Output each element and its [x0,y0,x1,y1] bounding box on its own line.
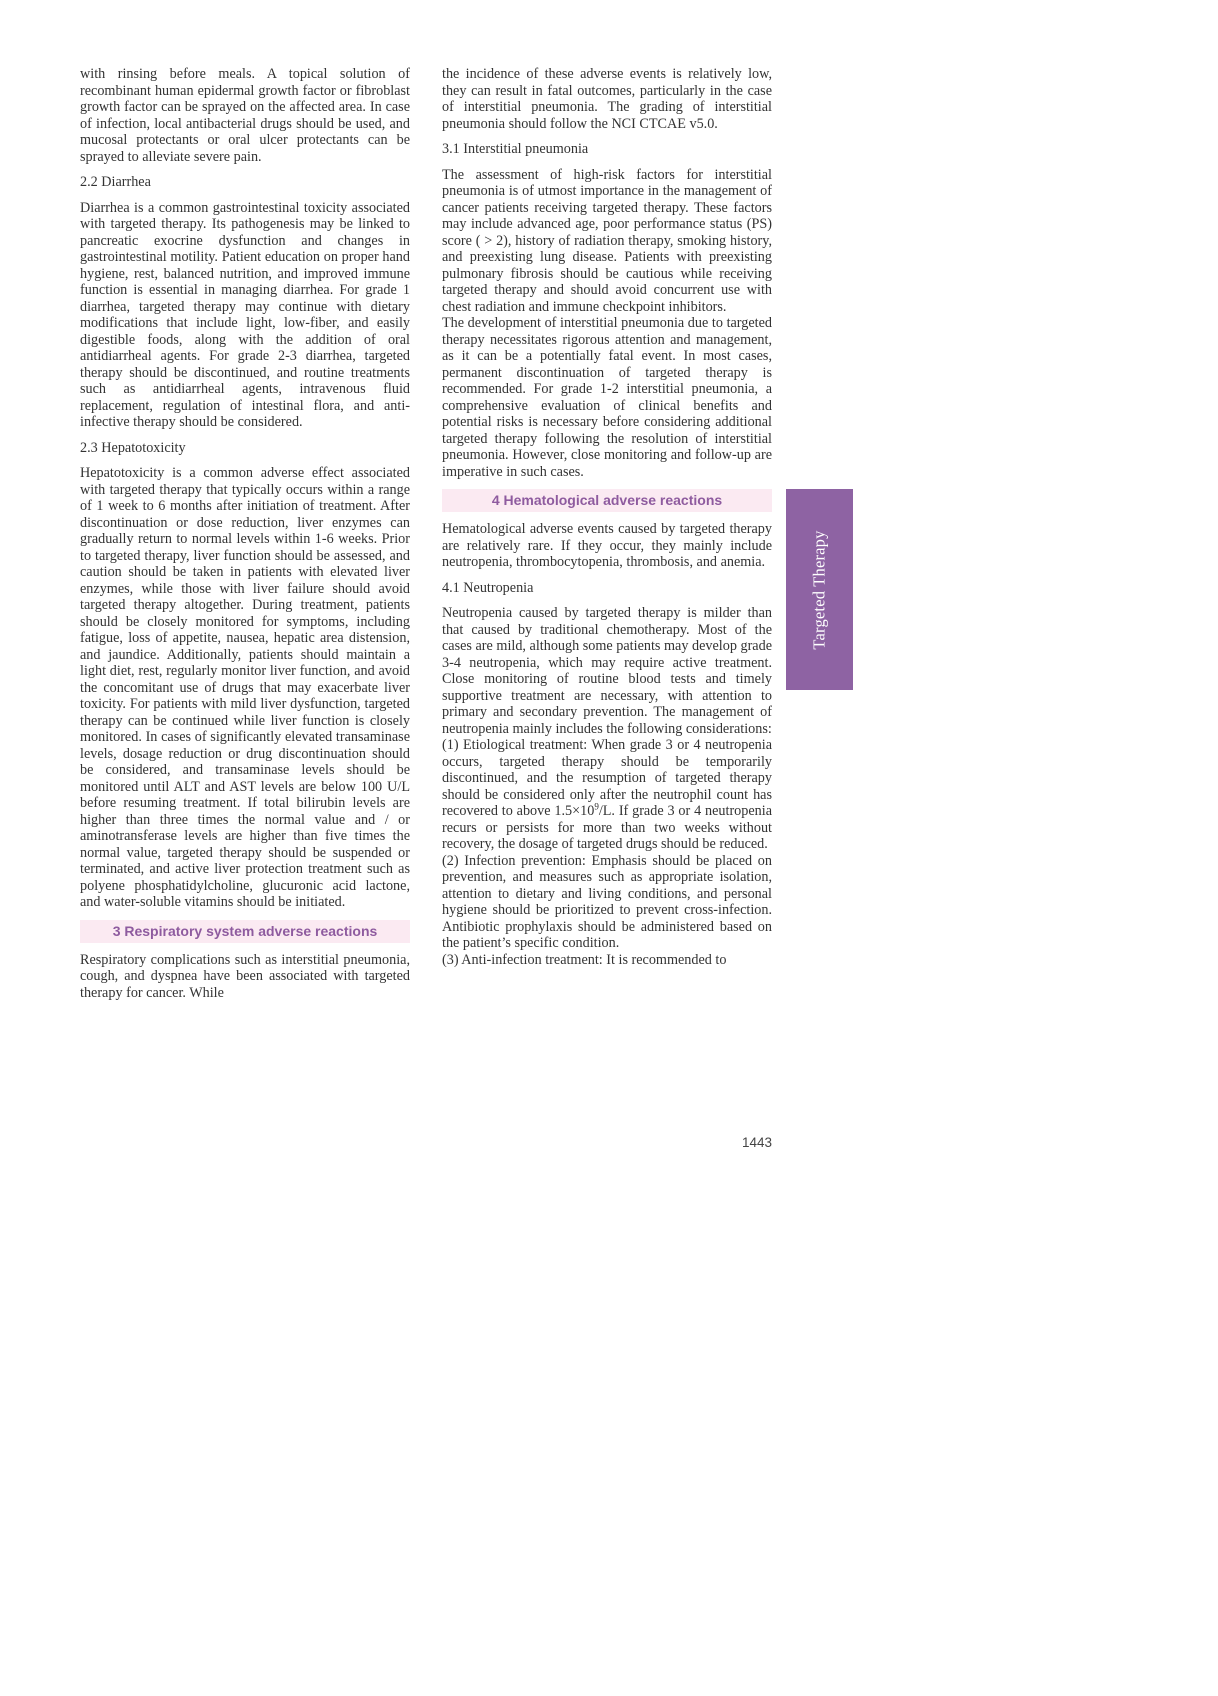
heading-interstitial-pneumonia: 3.1 Interstitial pneumonia [442,141,589,157]
section-heading-respiratory: 3 Respiratory system adverse reactions [80,920,410,943]
superscript-exponent: 9 [594,801,599,812]
paragraph-neutropenia: Neutropenia caused by targeted therapy is milder than that caused by traditional chemotherapy. Most of the cases are mild, although some patients may develop grade 3-4 neutropenia, which may require active treatment. Close monitoring of routine blood tests and timely supportive treatment are necessary, with attention to primary and secondary prevention. The management of neutropenia mainly includes the following considerations: [442,605,772,737]
heading-neutropenia: 4.1 Neutropenia [442,579,534,596]
page-number: 1443 [741,1135,772,1150]
section-side-tab [786,489,853,690]
heading-hepatotoxicity: 2.3 Hepatotoxicity [80,439,186,456]
paragraph-interstitial-risk: The assessment of high-risk factors for interstitial pneumonia is of utmost importance in the management of cancer patients receiving targeted therapy. These factors may include advanced age, poor performance status (PS) score ( > 2), history of radiation therapy, smoking history, and preexisting lung disease. Patients with preexisting pulmonary fibrosis should be cautious while receiving targeted therapy and should avoid concurrent use with chest radiation and immune checkpoint inhibitors. [442,166,772,315]
paragraph-interstitial-management: The development of interstitial pneumonia due to targeted therapy necessitates rigorous attention and management, as it can be a potentially fatal event. In most cases, permanent discontinuation of targeted therapy is recommended. For grade 1-2 interstitial pneumonia, a comprehensive evaluation of clinical benefits and potential risks is necessary before considering additional targeted therapy following the resolution of interstitial pneumonia. However, close monitoring and follow-up are imperative in such cases. [442,315,772,480]
paragraph-hematological: Hematological adverse events caused by targeted therapy are relatively rare. If they occur, they mainly include neutropenia, thrombocytopenia, thrombosis, and anemia. [442,521,772,570]
paragraph-hepatotoxicity: Hepatotoxicity is a common adverse effect associated with targeted therapy that typically occurs within a range of 1 week to 6 months after initiation of treatment. After discontinuation or dose reduction, liver enzymes can gradually return to normal levels within 1-6 weeks. Prior to targeted therapy, liver function should be assessed, and caution should be taken in patients with elevated liver enzymes, while those with liver failure should avoid targeted therapy altogether. During treatment, patients should be closely monitored for symptoms, including fatigue, loss of appetite, nausea, hepatic area distension, and jaundice. Additionally, patients should maintain a light diet, rest, regularly monitor liver function, and avoid the concomitant use of drugs that may exacerbate liver toxicity. For patients with mild liver dysfunction, targeted therapy can be continued while liver function is closely monitored. In cases of significantly elevated transaminase levels, dosage reduction or drug discontinuation should be considered, and transaminase levels should be monitored until ALT and AST levels are below 100 U/L before resuming treatment. If total bilirubin levels are higher than three times the normal value and / or aminotransferase levels are higher than five times the normal value, targeted therapy should be suspended or terminated, and active liver protection treatment such as polyene phosphatidylcholine, glucuronic acid lactone, and water-soluble vitamins should be initiated. [80,465,410,910]
list-item-anti-infection-treatment: (3) Anti-infection treatment: It is recommended to [442,951,727,968]
right-column [442,66,772,968]
list-item-etiological-treatment [442,737,772,853]
list-item-text: (1) Etiological treatment: When grade 3 or 4 neutropenia occurs, targeted therapy should be temporarily discontinued, and the resumption of targeted therapy should be considered only after the neutrophil count has recovered to above 1.5×10 [442,737,772,819]
list-item-infection-prevention: (2) Infection prevention: Emphasis should be placed on prevention, and measures such as appropriate isolation, attention to dietary and living conditions, and personal hygiene should be prioritized to prevent cross-infection. Antibiotic prophylaxis should be administered based on the patient’s specific condition. [442,852,772,951]
section-heading-hematological: 4 Hematological adverse reactions [442,489,772,512]
heading-diarrhea: 2.2 Diarrhea [80,174,151,190]
paragraph-respiratory: Respiratory complications such as interstitial pneumonia, cough, and dyspnea have been associated with targeted therapy for cancer. While [80,951,410,1001]
left-column [80,66,410,1001]
paragraph-continued-left: with rinsing before meals. A topical solution of recombinant human epidermal growth factor or fibroblast growth factor can be sprayed on the affected area. In case of infection, local antibacterial drugs should be used, and mucosal protectants or oral ulcer protectants can be sprayed to alleviate severe pain. [80,66,410,165]
side-tab-label: Targeted Therapy [809,529,829,650]
paragraph-continued-right: the incidence of these adverse events is relatively low, they can result in fatal outcomes, particularly in the case of interstitial pneumonia. The grading of interstitial pneumonia should follow the NCI CTCAE v5.0. [442,66,772,132]
list-item-text: /L. If grade 3 or 4 neutropenia recurs or persists for more than two weeks without recovery, the dosage of targeted drugs should be reduced. [442,803,772,852]
paragraph-diarrhea: Diarrhea is a common gastrointestinal toxicity associated with targeted therapy. Its pathogenesis may be linked to pancreatic exocrine dysfunction and changes in gastrointestinal motility. Patient education on proper hand hygiene, rest, balanced nutrition, and improved immune function is essential in managing diarrhea. For grade 1 diarrhea, targeted therapy may continue with dietary modifications that include light, low-fiber, and easily digestible foods, along with the addition of oral antidiarrheal agents. For grade 2-3 diarrhea, targeted therapy should be discontinued, and routine treatments such as antidiarrheal agents, intravenous fluid replacement, regulation of intestinal flora, and anti-infective therapy should be considered. [80,199,410,430]
neutropenia-list [442,605,772,968]
